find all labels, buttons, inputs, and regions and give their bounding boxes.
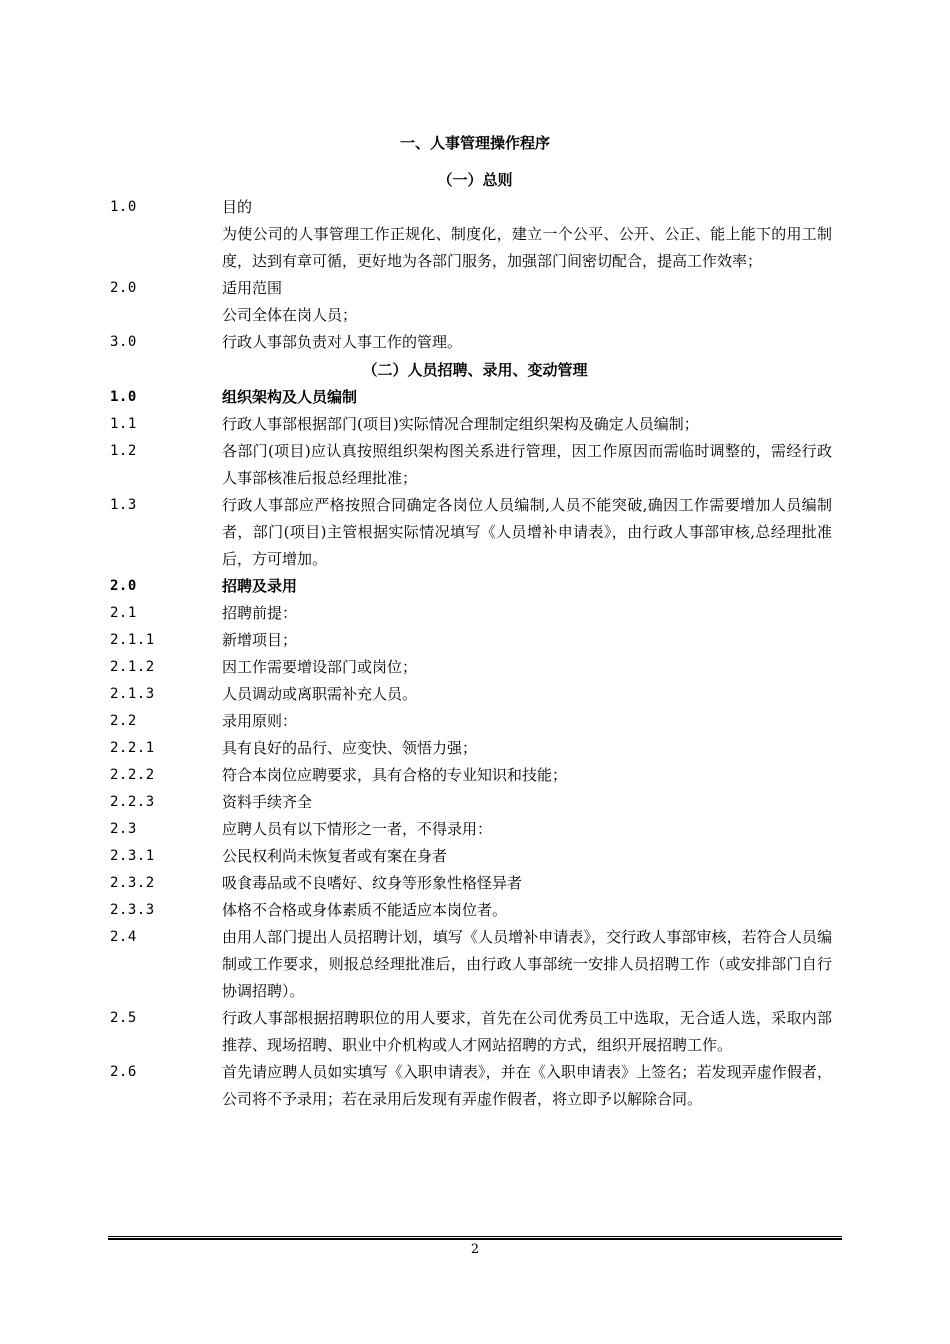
clause-text: 体格不合格或身体素质不能适应本岗位者。 xyxy=(222,901,508,919)
clause-number: 2.3.2 xyxy=(110,875,155,891)
clause-number: 1.0 xyxy=(110,389,137,405)
clause-row xyxy=(110,627,840,654)
clause-text: 因工作需要增设部门或岗位； xyxy=(222,658,418,676)
clause-number: 2.1 xyxy=(110,605,137,621)
page-number: 2 xyxy=(470,1242,480,1257)
clause-text: 行政人事部根据招聘职位的用人要求，首先在公司优秀员工中选取，无合适人选，采取内部推荐、现场招聘、职业中介机构或人才网站招聘的方式，组织开展招聘工作。 xyxy=(222,1009,832,1054)
clause-number: 2.2.1 xyxy=(110,740,155,756)
clause-row xyxy=(110,816,840,843)
clause-row xyxy=(110,1005,840,1059)
clause-text: 行政人事部根据部门(项目)实际情况合理制定组织架构及确定人员编制； xyxy=(222,415,699,433)
clause-number: 2.1.1 xyxy=(110,632,155,648)
clause-row xyxy=(110,411,840,438)
clause-text: 公民权利尚未恢复者或有案在身者 xyxy=(222,847,448,865)
clause-text: 行政人事部负责对人事工作的管理。 xyxy=(222,333,463,351)
clause-row xyxy=(110,302,840,329)
clause-number: 2.3.3 xyxy=(110,902,155,918)
clause-text: 目的 xyxy=(222,198,253,216)
clause-number: 2.0 xyxy=(110,280,137,296)
clause-text: 符合本岗位应聘要求，具有合格的专业知识和技能； xyxy=(222,766,568,784)
clause-row xyxy=(110,492,840,573)
clause-number: 2.2.2 xyxy=(110,767,155,783)
clause-row xyxy=(110,194,840,221)
clause-text: 应聘人员有以下情形之一者，不得录用： xyxy=(222,820,493,838)
clause-row xyxy=(110,600,840,627)
section-recruitment xyxy=(110,384,840,1113)
section-heading-recruitment: （二）人员招聘、录用、变动管理 xyxy=(362,361,588,379)
clause-row xyxy=(110,654,840,681)
clause-text: 新增项目； xyxy=(222,631,298,649)
clause-number: 3.0 xyxy=(110,334,137,350)
clause-row xyxy=(110,762,840,789)
clause-text: 公司全体在岗人员； xyxy=(222,306,358,324)
clause-number: 1.0 xyxy=(110,199,137,215)
clause-row xyxy=(110,1059,840,1113)
clause-text: 各部门(项目)应认真按照组织架构图关系进行管理，因工作原因而需临时调整的，需经行政人事部核准后报总经理批准； xyxy=(222,442,832,487)
clause-number: 2.3 xyxy=(110,821,137,837)
clause-text: 首先请应聘人员如实填写《入职申请表》，并在《入职申请表》上签名；若发现弄虚作假者，公司将不予录用；若在录用后发现有弄虚作假者，将立即予以解除合同。 xyxy=(222,1063,832,1108)
clause-row xyxy=(110,870,840,897)
clause-text: 人员调动或离职需补充人员。 xyxy=(222,685,418,703)
clause-number: 2.5 xyxy=(110,1010,137,1026)
clause-number: 2.6 xyxy=(110,1064,137,1080)
clause-number: 2.1.3 xyxy=(110,686,155,702)
clause-row xyxy=(110,329,840,356)
section-general xyxy=(110,194,840,356)
clause-text: 行政人事部应严格按照合同确定各岗位人员编制,人员不能突破,确因工作需要增加人员编制者，部门(项目)主管根据实际情况填写《人员增补申请表》，由行政人事部审核,总经理批准后，方可增加。 xyxy=(222,496,832,568)
clause-number: 2.2 xyxy=(110,713,137,729)
clause-row xyxy=(110,221,840,275)
clause-row xyxy=(110,384,840,411)
clause-row xyxy=(110,843,840,870)
clause-text: 为使公司的人事管理工作正规化、制度化，建立一个公平、公开、公正、能上能下的用工制度，达到有章可循，更好地为各部门服务，加强部门间密切配合，提高工作效率； xyxy=(222,225,832,270)
clause-row xyxy=(110,708,840,735)
clause-number: 2.2.3 xyxy=(110,794,155,810)
clause-text: 具有良好的品行、应变快、领悟力强； xyxy=(222,739,478,757)
clause-number: 2.4 xyxy=(110,929,137,945)
clause-row xyxy=(110,275,840,302)
clause-row xyxy=(110,735,840,762)
clause-row xyxy=(110,897,840,924)
clause-number: 2.3.1 xyxy=(110,848,155,864)
clause-row xyxy=(110,681,840,708)
clause-number: 1.1 xyxy=(110,416,137,432)
section-heading-general: （一）总则 xyxy=(437,171,513,189)
clause-number: 2.0 xyxy=(110,578,137,594)
clause-text: 招聘前提： xyxy=(222,604,298,622)
clause-row xyxy=(110,438,840,492)
clause-text: 录用原则： xyxy=(222,712,298,730)
clause-text: 资料手续齐全 xyxy=(222,793,313,811)
clause-number: 1.3 xyxy=(110,497,137,513)
clause-row xyxy=(110,573,840,600)
document-title: 一、人事管理操作程序 xyxy=(399,134,550,152)
clause-text: 组织架构及人员编制 xyxy=(222,388,358,406)
document-body xyxy=(110,194,840,1113)
clause-number: 2.1.2 xyxy=(110,659,155,675)
clause-text: 适用范围 xyxy=(222,279,283,297)
clause-text: 吸食毒品或不良嗜好、纹身等形象性格怪异者 xyxy=(222,874,523,892)
clause-number: 1.2 xyxy=(110,443,137,459)
clause-text: 由用人部门提出人员招聘计划，填写《人员增补申请表》，交行政人事部审核，若符合人员编制或工作要求，则报总经理批准后，由行政人事部统一安排人员招聘工作（或安排部门自行协调招聘）。 xyxy=(222,928,832,1000)
clause-text: 招聘及录用 xyxy=(222,577,298,595)
clause-row xyxy=(110,789,840,816)
clause-row xyxy=(110,924,840,1005)
